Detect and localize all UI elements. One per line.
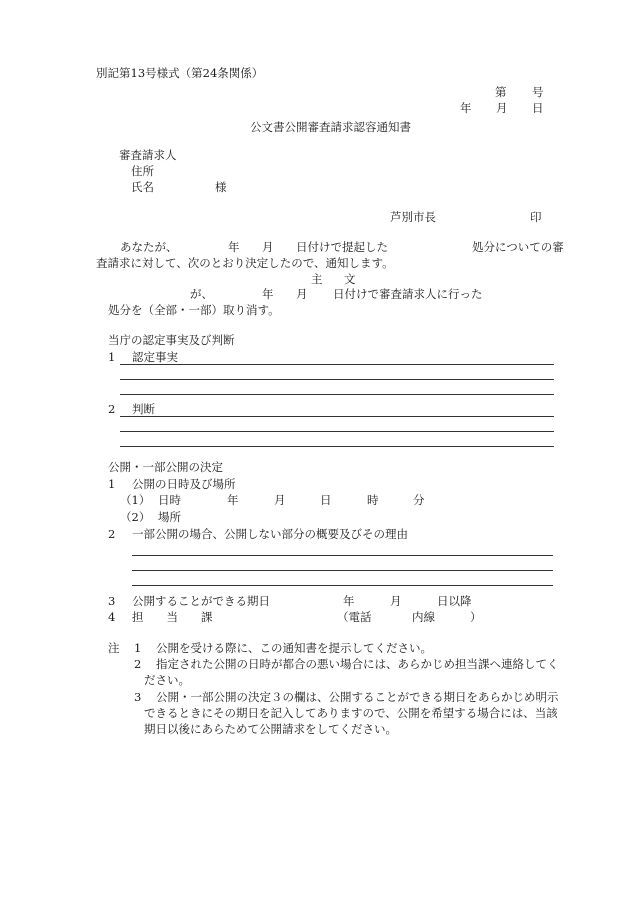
findings-item1-number: 1 <box>108 350 116 364</box>
main-year: 年 <box>262 287 274 301</box>
findings-item2-number: 2 <box>108 402 116 416</box>
phone-close: ） <box>470 610 482 624</box>
findings-item1-label: 認定事実 <box>132 350 178 364</box>
note2-text-a: 指定された公開の日時が都合の悪い場合には、あらかじめ担当課へ連絡してく <box>156 657 559 671</box>
dt-hour: 時 <box>367 493 379 507</box>
number-go: 号 <box>532 85 544 99</box>
recipient-address-label: 住所 <box>131 164 154 178</box>
note3-text-c: 期日以後にあらためて公開請求をしてください。 <box>144 722 397 736</box>
form-reference: 別記第13号様式（第24条関係） <box>96 66 264 80</box>
phone-open: （電話 <box>337 610 372 624</box>
intro-month: 月 <box>262 240 274 254</box>
date-year: 年 <box>460 101 472 115</box>
decision-heading: 公開・一部公開の決定 <box>108 460 223 474</box>
fill-line <box>120 364 554 365</box>
sender-title: 芦別市長 <box>390 210 436 224</box>
recipient-header: 審査請求人 <box>119 148 177 162</box>
fill-line <box>132 585 553 586</box>
intro-year: 年 <box>228 240 240 254</box>
notes-prefix: 注 <box>108 641 120 655</box>
decision-item2-label: 一部公開の場合、公開しない部分の概要及びその理由 <box>132 527 408 541</box>
findings-heading: 当庁の認定事実及び判断 <box>108 333 235 347</box>
fill-line <box>120 394 554 395</box>
note1-text: 公開を受ける際に、この通知書を提示してください。 <box>156 641 432 655</box>
note2-number: 2 <box>134 657 142 671</box>
i3-month: 月 <box>390 594 402 608</box>
findings-item2-label: 判断 <box>132 402 155 416</box>
main-month: 月 <box>296 287 308 301</box>
fill-line <box>120 379 554 380</box>
dt-minute: 分 <box>413 493 425 507</box>
decision-sub1-label: 日時 <box>158 493 181 507</box>
fill-line <box>132 570 553 571</box>
main-ga: が、 <box>190 287 213 301</box>
intro-disposition: 処分についての審 <box>472 240 564 254</box>
decision-item3-label: 公開することができる期日 <box>132 594 270 608</box>
phone-extension: 内線 <box>412 610 435 624</box>
decision-sub2-label: 場所 <box>158 510 181 524</box>
fill-line <box>120 416 554 417</box>
recipient-name-label: 氏名 <box>131 180 154 194</box>
intro-anata: あなたが、 <box>120 240 178 254</box>
decision-item4-number: 4 <box>108 610 116 624</box>
decision-item1-label: 公開の日時及び場所 <box>132 477 236 491</box>
fill-line <box>132 555 553 556</box>
note2-text-b: ださい。 <box>144 673 190 687</box>
main-rest: 日付けで審査請求人に行った <box>333 287 483 301</box>
date-day: 日 <box>532 101 544 115</box>
decision-item3-number: 3 <box>108 594 116 608</box>
decision-sub2-number: （2） <box>120 510 151 524</box>
fill-line <box>120 431 554 432</box>
note3-number: 3 <box>134 690 142 704</box>
decision-item2-number: 2 <box>108 527 116 541</box>
date-month: 月 <box>496 101 508 115</box>
dt-day: 日 <box>320 493 332 507</box>
document-title: 公文書公開審査請求認容通知書 <box>250 120 411 134</box>
seal-mark: 印 <box>530 210 542 224</box>
fill-line <box>120 446 554 447</box>
note1-number: 1 <box>134 641 142 655</box>
dt-year: 年 <box>227 493 239 507</box>
main-line2: 処分を（全部・一部）取り消す。 <box>108 303 280 317</box>
i3-day: 日以降 <box>437 594 472 608</box>
i3-year: 年 <box>343 594 355 608</box>
decision-item1-number: 1 <box>108 477 116 491</box>
number-dai: 第 <box>495 85 507 99</box>
note3-text-b: できるときにその期日を記入してありますので、公開を希望する場合には、当該 <box>144 706 558 720</box>
intro-line2: 査請求に対して、次のとおり決定したので、通知します。 <box>96 256 394 270</box>
decision-sub1-number: （1） <box>120 493 151 507</box>
note3-text-a: 公開・一部公開の決定３の欄は、公開することができる期日をあらかじめ明示 <box>156 690 559 704</box>
main-heading-b: 文 <box>344 272 356 286</box>
intro-submitted: 日付けで提起した <box>296 240 388 254</box>
dt-month: 月 <box>274 493 286 507</box>
recipient-honorific: 様 <box>215 180 227 194</box>
decision-item4-label: 担 当 課 <box>132 610 213 624</box>
main-heading-a: 主 <box>311 272 323 286</box>
